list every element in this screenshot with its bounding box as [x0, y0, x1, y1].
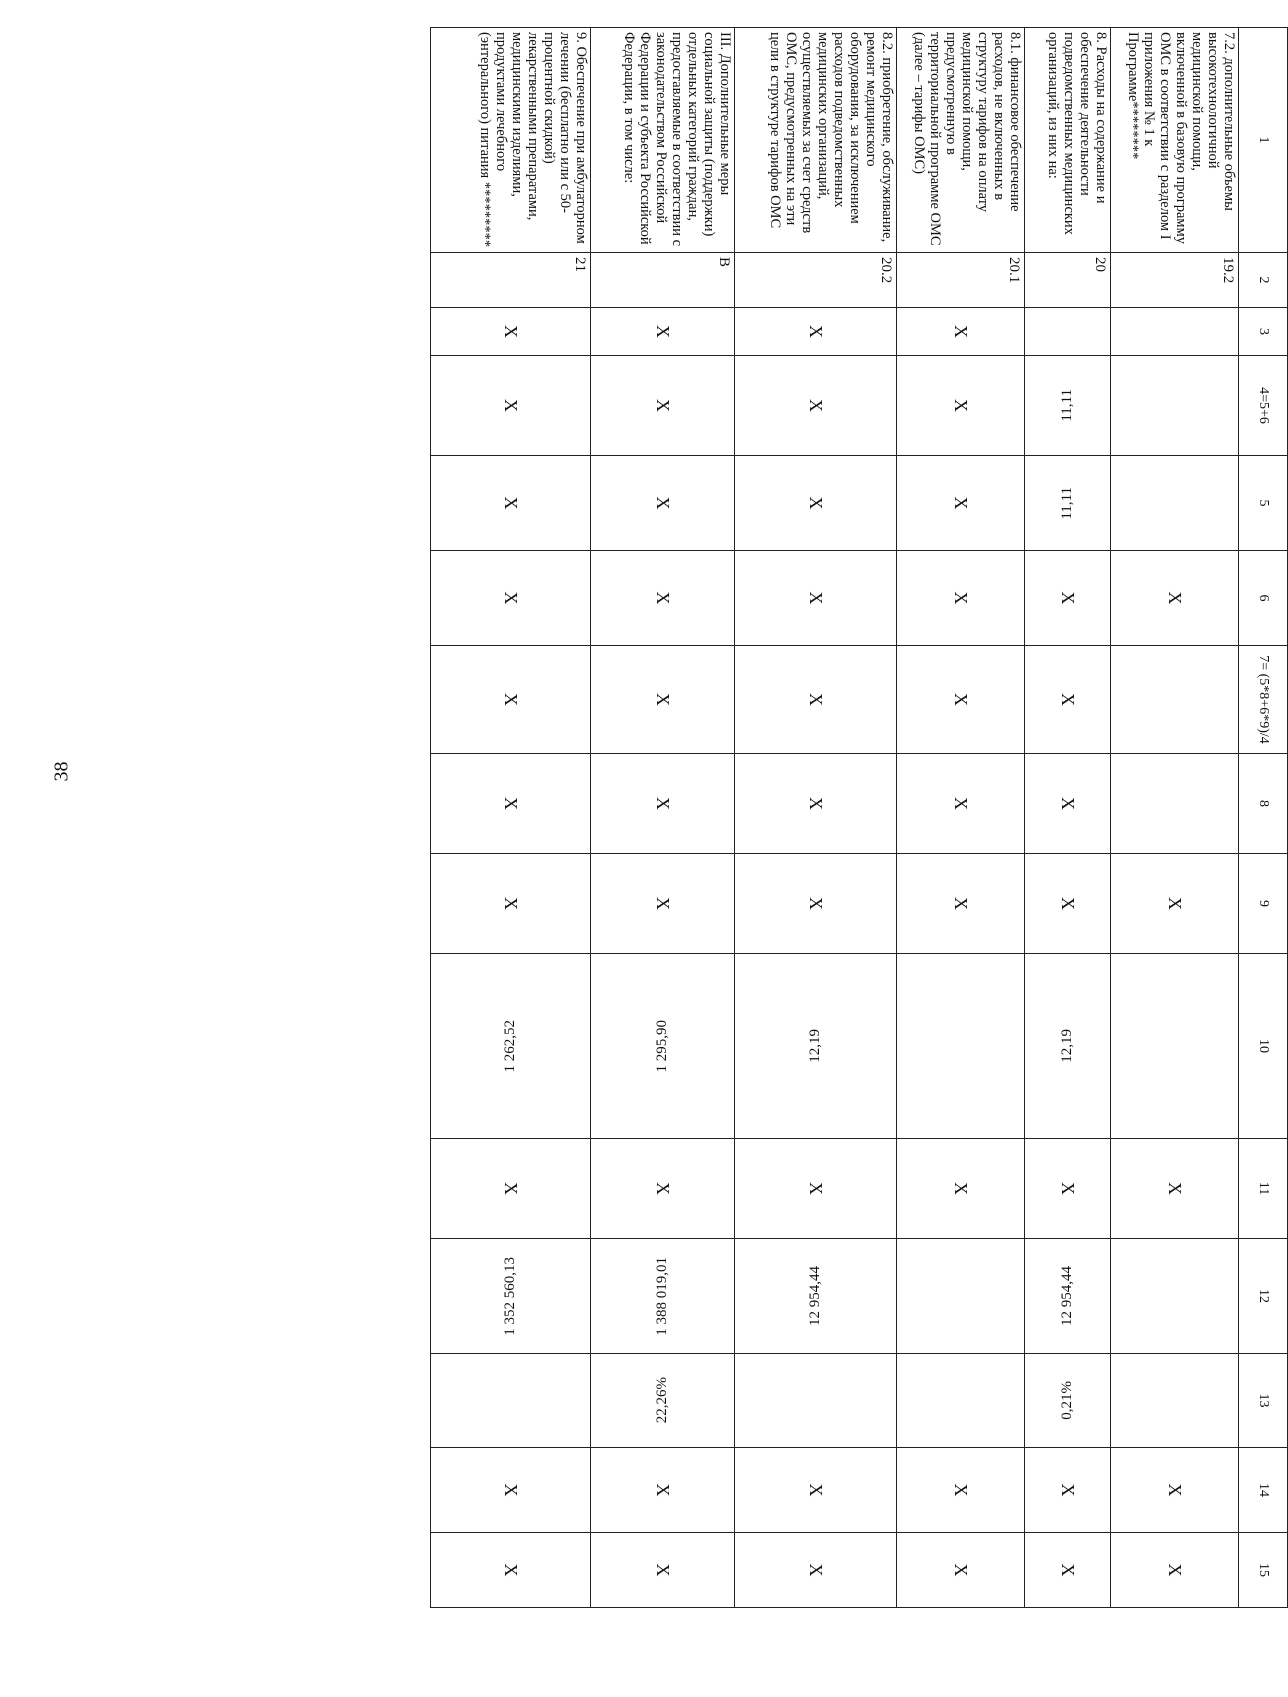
- table-cell: X: [1025, 1533, 1111, 1608]
- table-cell: [1111, 646, 1239, 754]
- rotated-value: 1 295,90: [654, 1019, 671, 1073]
- table-cell: [1025, 1354, 1111, 1448]
- rotated-value: 1 352 560,13: [502, 1256, 519, 1336]
- table-cell: X: [1025, 551, 1111, 646]
- row-code: 20.1: [897, 253, 1025, 308]
- table-cell: X: [735, 356, 897, 456]
- table-cell: X: [897, 356, 1025, 456]
- table-cell: X: [735, 551, 897, 646]
- header-cell: 11: [1239, 1139, 1288, 1239]
- table-cell: [735, 1354, 897, 1448]
- table-cell: X: [897, 1139, 1025, 1239]
- table-cell: X: [431, 646, 591, 754]
- table-cell: X: [591, 308, 735, 356]
- rotated-value: 11,11: [1059, 486, 1076, 520]
- table-cell: X: [1111, 1448, 1239, 1533]
- row-label: 8.2. приобретение, обслуживание, ремонт медицинского оборудования, за исключением расходов подведомственных медицинских организаций, осуществляемых за счет средств ОМС, предусмотренных на эти цели в структуре тарифов ОМС: [735, 28, 897, 253]
- table-cell: X: [431, 1448, 591, 1533]
- rotated-value: 1 262,52: [502, 1019, 519, 1073]
- table-cell: X: [735, 456, 897, 551]
- table-cell: X: [897, 854, 1025, 954]
- header-cell: 5: [1239, 456, 1288, 551]
- table-cell: [1111, 954, 1239, 1139]
- table-cell: [591, 1239, 735, 1354]
- table-cell: X: [591, 646, 735, 754]
- row-label: 8.1. финансовое обеспечение расходов, не включенных в структуру тарифов на оплату медицинской помощи, предусмотренную в территориальной программе ОМС (далее – тарифы ОМС): [897, 28, 1025, 253]
- table-cell: [591, 1354, 735, 1448]
- header-cell: 13: [1239, 1354, 1288, 1448]
- header-cell: 8: [1239, 754, 1288, 854]
- header-cell: 7= (5*8+6*9)/4: [1239, 646, 1288, 754]
- table-cell: X: [735, 308, 897, 356]
- table-cell: [431, 1239, 591, 1354]
- table-cell: X: [431, 754, 591, 854]
- rotated-value: 1 388 019,01: [654, 1256, 671, 1336]
- table-cell: X: [431, 308, 591, 356]
- rotated-value: 12,19: [1059, 1029, 1076, 1063]
- table-cell: X: [897, 551, 1025, 646]
- rotated-value: 0,21%: [1059, 1381, 1076, 1420]
- table-cell: [1025, 1239, 1111, 1354]
- budget-table: [430, 27, 1288, 1608]
- table-cell: X: [431, 356, 591, 456]
- table-cell: X: [735, 646, 897, 754]
- table-cell: [1111, 456, 1239, 551]
- table-cell: X: [897, 456, 1025, 551]
- table-cell: X: [431, 456, 591, 551]
- table-cell: [735, 954, 897, 1139]
- table-cell: X: [1111, 1139, 1239, 1239]
- table-cell: X: [431, 551, 591, 646]
- table-cell: X: [1025, 1139, 1111, 1239]
- table-cell: X: [897, 646, 1025, 754]
- table-row-20: [1025, 28, 1111, 1608]
- table-cell: X: [431, 854, 591, 954]
- rotated-value: 12 954,44: [1059, 1266, 1076, 1326]
- table-cell: [897, 1354, 1025, 1448]
- table-cell: [1111, 356, 1239, 456]
- row-label: 7.2. дополнительные объемы высокотехнологичной медицинской помощи, включенной в базовую программу ОМС в соответствии с разделом I приложения № 1 к Программе********: [1111, 28, 1239, 253]
- table-cell: X: [591, 854, 735, 954]
- table-cell: X: [897, 1448, 1025, 1533]
- table-cell: X: [897, 1533, 1025, 1608]
- row-code: 20.2: [735, 253, 897, 308]
- table-cell: X: [591, 551, 735, 646]
- table-cell: X: [897, 754, 1025, 854]
- table-cell: X: [431, 1139, 591, 1239]
- table-cell: [897, 1239, 1025, 1354]
- header-cell: 2: [1239, 253, 1288, 308]
- table-cell: X: [735, 1139, 897, 1239]
- header-cell: 1: [1239, 28, 1288, 253]
- row-label: 9. Обеспечение при амбулаторном лечении (бесплатно или с 50-процентной скидкой) лекарственными препаратами, медицинскими изделиями, продуктами лечебного (энтерального) питания *********: [431, 28, 591, 253]
- rotated-value: 12 954,44: [807, 1266, 824, 1326]
- rotated-value: 11,11: [1059, 389, 1076, 422]
- rotated-value: 22,26%: [654, 1377, 671, 1424]
- table-cell: X: [1111, 1533, 1239, 1608]
- table-cell: X: [591, 754, 735, 854]
- row-code: 19.2: [1111, 253, 1239, 308]
- table-row-20-1: [897, 28, 1025, 1608]
- table-cell: X: [735, 854, 897, 954]
- table-cell: X: [1111, 551, 1239, 646]
- header-cell: 10: [1239, 954, 1288, 1139]
- table-cell: [431, 954, 591, 1139]
- table-cell: [1025, 356, 1111, 456]
- header-cell: 6: [1239, 551, 1288, 646]
- table-cell: [1025, 456, 1111, 551]
- table-row-20-2: [735, 28, 897, 1608]
- table-cell: X: [735, 754, 897, 854]
- table-cell: X: [1111, 854, 1239, 954]
- header-row: [1239, 28, 1288, 1608]
- rotated-table-container: [408, 27, 1288, 1607]
- table-cell: [1025, 954, 1111, 1139]
- table-cell: X: [591, 456, 735, 551]
- header-cell: 9: [1239, 854, 1288, 954]
- table-row-21: [431, 28, 591, 1608]
- table-cell: [1111, 308, 1239, 356]
- header-cell: 4=5+6: [1239, 356, 1288, 456]
- rotated-value: 12,19: [807, 1029, 824, 1063]
- table-cell: X: [591, 1139, 735, 1239]
- row-label: 8. Расходы на содержание и обеспечение деятельности подведомственных медицинских организаций, из них на:: [1025, 28, 1111, 253]
- row-code: В: [591, 253, 735, 308]
- row-label: III. Дополнительные меры социальной защиты (поддержки) отдельных категорий граждан, предоставляемые в соответствии с законодательством Российской Федерации и субъекта Российской Федерации, в том числе:: [591, 28, 735, 253]
- table-row-19-2: [1111, 28, 1239, 1608]
- table-cell: X: [735, 1448, 897, 1533]
- row-code: 21: [431, 253, 591, 308]
- table-cell: X: [591, 1448, 735, 1533]
- table-cell: X: [1025, 754, 1111, 854]
- table-cell: [1111, 754, 1239, 854]
- table-cell: [1025, 308, 1111, 356]
- table-cell: [1111, 1239, 1239, 1354]
- table-cell: X: [897, 308, 1025, 356]
- table-cell: [431, 1354, 591, 1448]
- page-number: 38: [50, 761, 73, 782]
- table-cell: X: [591, 1533, 735, 1608]
- table-cell: X: [1025, 1448, 1111, 1533]
- header-cell: 14: [1239, 1448, 1288, 1533]
- table-cell: [591, 954, 735, 1139]
- table-cell: X: [1025, 646, 1111, 754]
- table-cell: X: [591, 356, 735, 456]
- header-cell: 3: [1239, 308, 1288, 356]
- header-cell: 15: [1239, 1533, 1288, 1608]
- table-cell: [735, 1239, 897, 1354]
- table-cell: X: [1025, 854, 1111, 954]
- table-cell: X: [735, 1533, 897, 1608]
- table-row-b: [591, 28, 735, 1608]
- row-code: 20: [1025, 253, 1111, 308]
- table-cell: [1111, 1354, 1239, 1448]
- table-cell: [897, 954, 1025, 1139]
- table-cell: X: [431, 1533, 591, 1608]
- header-cell: 12: [1239, 1239, 1288, 1354]
